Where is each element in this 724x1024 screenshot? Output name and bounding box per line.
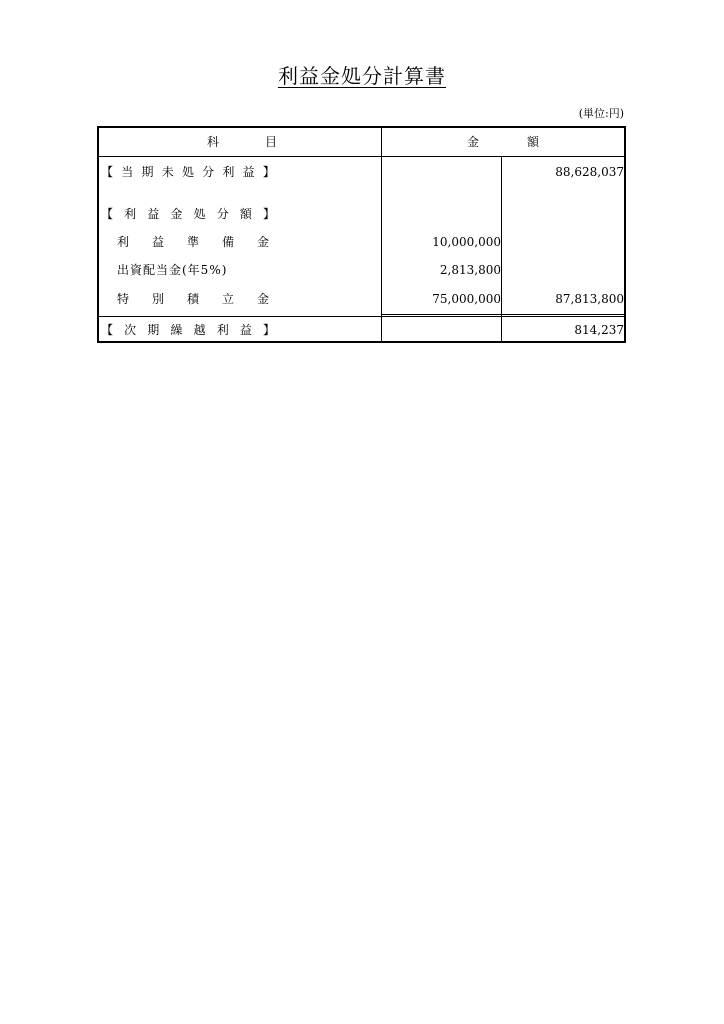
document-title: 利益金処分計算書: [278, 64, 446, 88]
row-label-appropriation: 【 利 益 金 処 分 額 】: [101, 207, 275, 221]
dividend-amount: 2,813,800: [439, 263, 501, 277]
unit-note: (単位:円): [578, 107, 624, 120]
row-label-dividend: 出資配当金(年5%): [117, 263, 228, 277]
header-amount: 金 額: [467, 135, 539, 149]
carried-forward-total: 814,237: [574, 323, 624, 337]
carried-forward-divider: [99, 316, 624, 317]
row-label-legal-reserve: 利 益 準 備 金: [117, 235, 269, 249]
legal-reserve-amount: 10,000,000: [432, 235, 501, 249]
special-reserve-amount: 75,000,000: [432, 292, 501, 306]
header-subject: 科 目: [207, 135, 277, 149]
column-divider-subject: [381, 128, 382, 341]
unappropriated-total: 88,628,037: [555, 165, 624, 179]
appropriation-total: 87,813,800: [555, 292, 624, 306]
row-label-unappropriated: 【 当 期 未 処 分 利 益 】: [101, 165, 275, 179]
header-divider: [99, 156, 624, 157]
column-divider-amount: [501, 156, 502, 341]
total-rule: [381, 314, 626, 315]
appropriation-table: [97, 126, 626, 343]
row-label-special-reserve: 特 別 積 立 金: [117, 292, 269, 306]
row-label-carried-forward: 【 次 期 繰 越 利 益 】: [101, 323, 275, 337]
